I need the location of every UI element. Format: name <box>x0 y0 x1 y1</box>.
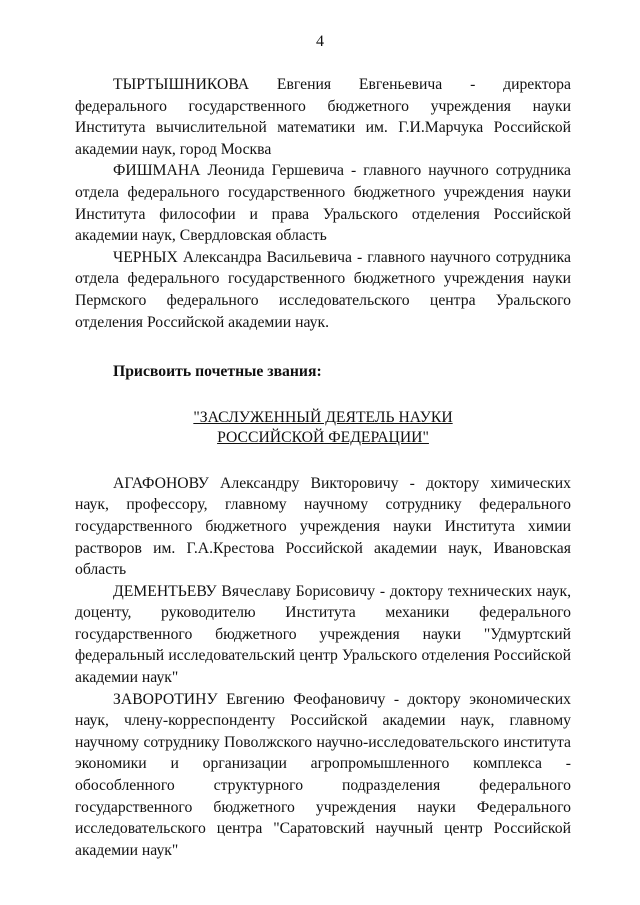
section-heading: Присвоить почетные звания: <box>113 363 322 381</box>
honorary-title <box>75 408 571 448</box>
paragraph-zavorotin: ЗАВОРОТИНУ Евгению Феофановичу - доктору экономических наук, члену-корреспонденту Российской академии наук, главному научному сотруднику Поволжского научно-исследовательского института экономики и организации агропромышленного комплекса - обособленного структурного подразделения федерального государственного бюджетного учреждения науки Федерального исследовательского центра "Саратовский научный центр Российской академии наук" <box>75 690 571 859</box>
paragraph-chernykh: ЧЕРНЫХ Александра Васильевича - главного научного сотрудника отдела федерального государственного бюджетного учреждения науки Пермского федерального исследовательского центра Уральского отделения Российской академии наук. <box>75 248 571 331</box>
honorary-title-line-1: "ЗАСЛУЖЕННЫЙ ДЕЯТЕЛЬ НАУКИ <box>193 408 453 426</box>
honorary-title-line-2: РОССИЙСКОЙ ФЕДЕРАЦИИ" <box>217 428 429 446</box>
paragraph-agafonov: АГАФОНОВУ Александру Викторовичу - доктору химических наук, профессору, главному научному сотруднику федерального государственного бюджетного учреждения науки Института химии растворов им. Г.А.Крестова Российской академии наук, Ивановская область <box>75 474 571 579</box>
document-body <box>75 74 571 861</box>
page-number: 4 <box>316 33 324 50</box>
paragraph-fishman: ФИШМАНА Леонида Гершевича - главного научного сотрудника отдела федерального государственного бюджетного учреждения науки Института философии и права Уральского отделения Российской академии наук, Свердловская область <box>75 162 571 245</box>
paragraph-dementyev: ДЕМЕНТЬЕВУ Вячеславу Борисовичу - доктору технических наук, доценту, руководителю Института механики федерального государственного бюджетного учреждения науки "Удмуртский федеральный исследовательский центр Уральского отделения Российской академии наук" <box>75 582 571 687</box>
paragraph-tyrtyshnikov: ТЫРТЫШНИКОВА Евгения Евгеньевича - директора федерального государственного бюджетного учреждения науки Института вычислительной математики им. Г.И.Марчука Российской академии наук, город Москва <box>75 76 571 158</box>
